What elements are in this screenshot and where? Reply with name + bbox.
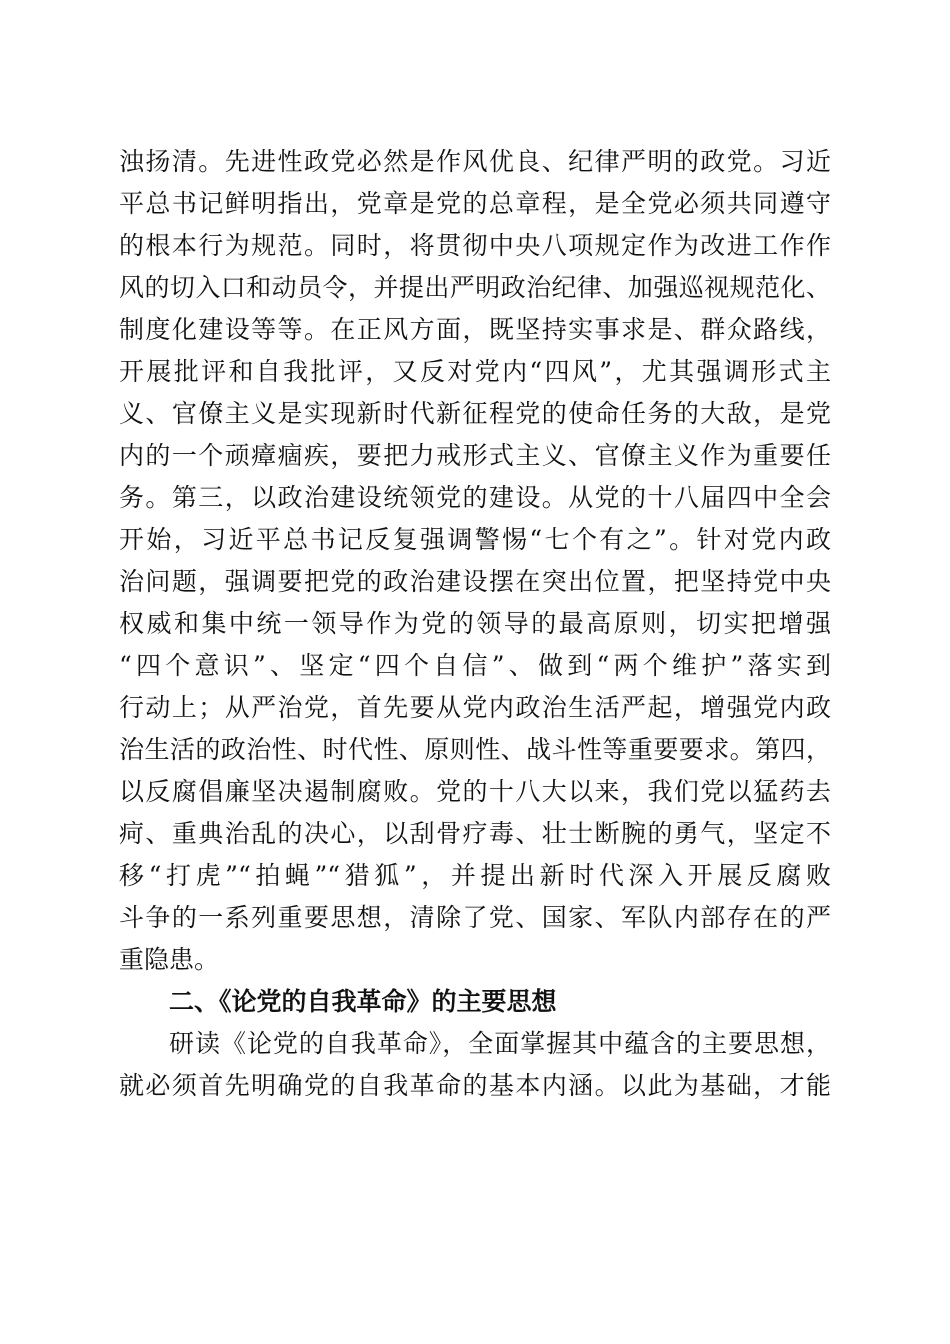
text-line: 务。第三，以政治建设统领党的建设。从党的十八届四中全会 <box>119 483 831 512</box>
section-heading: 二、《论党的自我革命》的主要思想 <box>169 987 557 1016</box>
text-line: 疴、重典治乱的决心，以刮骨疗毒、壮士断腕的勇气，坚定不 <box>119 819 831 848</box>
text-line: 移“打虎”“拍蝇”“猎狐”，并提出新时代深入开展反腐败 <box>119 861 831 890</box>
text-line: 的根本行为规范。同时，将贯彻中央八项规定作为改进工作作 <box>119 231 831 260</box>
text-line: 权威和集中统一领导作为党的领导的最高原则，切实把增强 <box>119 609 831 638</box>
text-line: 内的一个顽瘴痼疾，要把力戒形式主义、官僚主义作为重要任 <box>119 441 831 470</box>
text-line: 就必须首先明确党的自我革命的基本内涵。以此为基础，才能 <box>119 1071 831 1100</box>
text-line: 研读《论党的自我革命》，全面掌握其中蕴含的主要思想， <box>169 1029 831 1058</box>
text-line: 开展批评和自我批评，又反对党内“四风”，尤其强调形式主 <box>119 357 831 386</box>
text-line: 义、官僚主义是实现新时代新征程党的使命任务的大敌，是党 <box>119 399 831 428</box>
text-line: 重隐患。 <box>119 945 220 974</box>
text-line: 治生活的政治性、时代性、原则性、战斗性等重要要求。第四， <box>119 735 831 764</box>
text-line: 风的切入口和动员令，并提出严明政治纪律、加强巡视规范化、 <box>119 273 831 302</box>
text-line: 治问题，强调要把党的政治建设摆在突出位置，把坚持党中央 <box>119 567 831 596</box>
text-line: 行动上；从严治党，首先要从党内政治生活严起，增强党内政 <box>119 693 831 722</box>
text-line: 制度化建设等等。在正风方面，既坚持实事求是、群众路线， <box>119 315 831 344</box>
text-line: 平总书记鲜明指出，党章是党的总章程，是全党必须共同遵守 <box>119 189 831 218</box>
text-line: “四个意识”、坚定“四个自信”、做到“两个维护”落实到 <box>119 651 831 680</box>
text-line: 浊扬清。先进性政党必然是作风优良、纪律严明的政党。习近 <box>119 147 831 176</box>
text-line: 斗争的一系列重要思想，清除了党、国家、军队内部存在的严 <box>119 903 831 932</box>
text-line: 开始，习近平总书记反复强调警惕“七个有之”。针对党内政 <box>119 525 831 554</box>
text-line: 以反腐倡廉坚决遏制腐败。党的十八大以来，我们党以猛药去 <box>119 777 831 806</box>
